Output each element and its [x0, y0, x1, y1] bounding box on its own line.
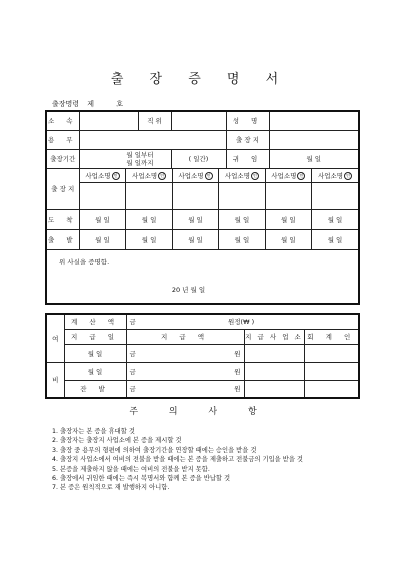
certification-date: 20 년 월 일 [171, 285, 206, 294]
notes-title: 주 의 사 항 [129, 407, 271, 417]
arrival-label: 도 착 [46, 209, 79, 229]
certification-text: 위 사실을 증명함. [59, 257, 110, 266]
order-ho: 호 [116, 100, 124, 108]
site-label: 출 장 지 [46, 168, 79, 209]
site-name-2: 사업소명 인 [126, 169, 172, 183]
balance-currency: 금 [126, 380, 188, 398]
site-stamp-1[interactable] [80, 183, 126, 209]
arrival-date-5: 월 일 [265, 210, 311, 229]
affiliation-label: 소 속 [46, 111, 79, 130]
arrival-date-2: 월 일 [126, 210, 172, 229]
pay-office-label: 지 급 사 업 소 [244, 329, 304, 344]
note-item: 1. 출장자는 본 증을 휴대할 것 [52, 428, 135, 435]
duty-value[interactable] [79, 130, 226, 149]
departure-date-1: 월 일 [80, 230, 126, 249]
seal-icon: 인 [297, 172, 305, 180]
departure-date-3: 월 일 [172, 230, 218, 249]
period-from: 월 일부터 [126, 150, 154, 159]
order-number-line [52, 99, 129, 109]
calc-won-seal[interactable]: 원정(₩ ) [188, 314, 359, 329]
period-to: 월 일까지 [126, 158, 154, 167]
period-label: 출장기간 [46, 149, 79, 168]
order-label: 출장명령 [52, 100, 80, 108]
site-grid [80, 169, 359, 209]
position-label: 직 위 [138, 111, 171, 130]
pay-row1-office[interactable] [244, 344, 304, 362]
departure-date-5: 월 일 [265, 230, 311, 249]
seal-icon: 인 [158, 172, 166, 180]
balance-accountant[interactable] [304, 380, 359, 398]
departure-date-6: 월 일 [327, 235, 343, 244]
seal-icon: 인 [205, 172, 213, 180]
name-label: 성 명 [226, 111, 269, 130]
travel-expense-table [45, 313, 360, 399]
return-date: 월 일 [269, 149, 359, 168]
pay-row1-accountant[interactable] [304, 344, 359, 362]
balance-office[interactable] [244, 380, 304, 398]
pay-date-label: 지 급 일 [64, 329, 126, 344]
note-item: 4. 출장지 사업소에서 여비의 전불을 받을 때에는 본 증을 제출하고 전불금의 기입을 받을 것 [52, 456, 304, 464]
return-label: 귀 임 [226, 149, 269, 168]
notes-list [52, 427, 303, 493]
period-range [79, 149, 171, 168]
site-stamp-6[interactable] [312, 183, 358, 209]
arrival-grid [80, 210, 359, 229]
arrival-date-3: 월 일 [172, 210, 218, 229]
note-item: 7. 본 증은 원칙적으로 재 발행하지 아니함. [52, 484, 170, 492]
site-name-5: 사업소명 인 [265, 169, 311, 183]
pay-row1-currency: 금 [126, 344, 188, 362]
balance-won: 원 [188, 380, 244, 398]
site-name-3: 사업소명 인 [172, 169, 218, 183]
name-value[interactable] [269, 111, 359, 130]
pay-row2-accountant[interactable] [304, 362, 359, 380]
expense-side-label-bottom: 비 [46, 362, 64, 398]
departure-date-4: 월 일 [219, 230, 265, 249]
note-item: 6. 출장에서 귀임한 때에는 즉시 복명서와 함께 본 증을 반납할 것 [52, 475, 231, 483]
pay-amount-label: 지 급 액 [126, 329, 244, 344]
destination-value[interactable] [269, 130, 359, 149]
pay-row2-office[interactable] [244, 362, 304, 380]
seal-icon: 인 [112, 172, 120, 180]
duty-label: 용 무 [46, 130, 79, 149]
departure-dates [79, 229, 359, 249]
affiliation-value[interactable] [79, 111, 138, 130]
seal-icon: 인 [251, 172, 259, 180]
arrival-date-4: 월 일 [219, 210, 265, 229]
pay-row2-currency: 금 [126, 362, 188, 380]
period-days: ( 일간) [171, 149, 226, 168]
departure-grid [80, 230, 359, 249]
arrival-date-1: 월 일 [80, 210, 126, 229]
site-name-1: 사업소명 인 [80, 169, 126, 183]
note-item: 2. 출장자는 출장지 사업소에 본 증을 제시할 것 [52, 437, 182, 445]
note-item: 5. 본증을 제출하지 않을 때에는 여비의 전불을 받지 못함. [52, 465, 210, 473]
balance-label: 잔 발 [64, 380, 126, 398]
pay-row1-date: 월 일 [64, 344, 126, 362]
calc-amount-label: 계 산 액 [64, 314, 126, 329]
note-item: 3. 출장 중 용무의 형편에 의하여 출장기간을 연장할 때에는 승인을 받을 것 [52, 446, 257, 454]
position-value[interactable] [171, 111, 226, 130]
certification-cell [46, 249, 359, 304]
site-name-6: 사업소명 인 [312, 169, 358, 183]
expense-side-label-top: 여 [46, 314, 64, 362]
pay-row2-date: 월 일 [64, 362, 126, 380]
seal-icon: 인 [344, 172, 352, 180]
calc-currency: 금 [126, 314, 188, 329]
site-grid-cell [79, 168, 359, 209]
site-stamp-3[interactable] [172, 183, 218, 209]
arrival-date-6: 월 일 [327, 215, 343, 224]
accountant-label: 회 계 인 [304, 329, 359, 344]
departure-label: 출 발 [46, 229, 79, 249]
site-name-4: 사업소명 인 [219, 169, 265, 183]
site-stamp-2[interactable] [126, 183, 172, 209]
destination-label: 출 장 지 [226, 130, 269, 149]
site-stamp-4[interactable] [219, 183, 265, 209]
order-je: 제 [87, 100, 95, 108]
arrival-dates [79, 209, 359, 229]
site-stamp-5[interactable] [265, 183, 311, 209]
pay-row2-won: 원 [188, 362, 244, 380]
departure-date-2: 월 일 [126, 230, 172, 249]
trip-info-table [45, 110, 360, 305]
pay-row1-won: 원 [188, 344, 244, 362]
page-title: 출 장 증 명 서 [110, 72, 290, 87]
